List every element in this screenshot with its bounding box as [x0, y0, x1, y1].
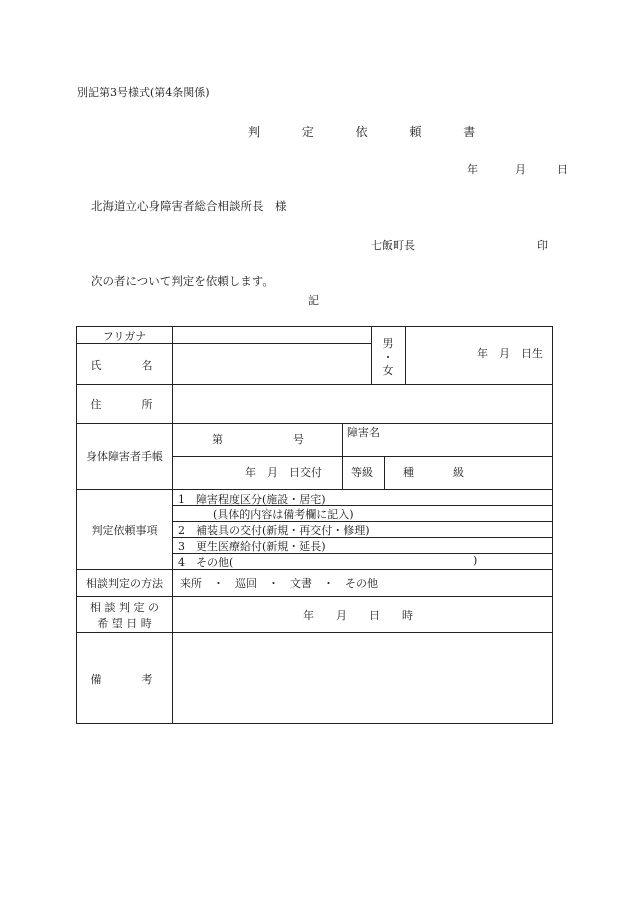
handbook-go: 号	[293, 433, 304, 446]
form-number: 別記第3号様式(第4条関係)	[77, 86, 210, 99]
furigana-label: フリガナ	[102, 330, 147, 343]
sender: 七飯町長	[371, 239, 415, 252]
request-table	[76, 326, 553, 724]
handbook-divider	[342, 423, 343, 456]
handbook-dai: 第	[212, 433, 223, 446]
sex-male: 男	[382, 337, 394, 350]
address-label: 住 所	[90, 398, 159, 411]
request-item-4: 4 その他(	[178, 556, 234, 569]
request-item-1: 1 障害程度区分(施設・居宅)	[178, 493, 326, 506]
label-column-divider	[172, 327, 173, 724]
request-item-1-note: (具体的内容は備考欄に記入)	[213, 508, 354, 521]
intro-text: 次の者について判定を依頼します。	[91, 274, 274, 288]
kyu-label: 級	[453, 466, 464, 479]
address-row-bottom	[77, 423, 553, 424]
desired-label-line1: 相 談 判 定 の	[90, 601, 159, 614]
addressee: 北海道立心身障害者総合相談所長 様	[91, 199, 287, 213]
handbook-row-bottom	[77, 489, 553, 490]
sex-female: 女	[382, 364, 394, 377]
method-options: 来所 ・ 巡回 ・ 文書 ・ その他	[180, 577, 378, 590]
handbook-mid-line	[172, 456, 553, 457]
request-item-4-close: )	[473, 554, 478, 567]
request-date	[467, 161, 568, 177]
desired-datetime: 年 月 日 時	[303, 609, 413, 622]
date-day: 日	[557, 163, 568, 176]
request-item-3: 3 更生医療給付(新規・延長)	[178, 540, 326, 553]
birth-date: 年 月 日生	[477, 347, 543, 360]
desired-row-bottom	[77, 632, 553, 633]
handbook-label: 身体障害者手帳	[86, 450, 163, 463]
request-item-2: 2 補装具の交付(新規・再交付・修理)	[178, 524, 370, 537]
document-title: 判 定 依 頼 書	[248, 125, 495, 139]
name-row-bottom	[77, 384, 553, 385]
sex-right-divider	[405, 327, 406, 384]
request-label: 判定依頼事項	[91, 524, 158, 537]
seal-mark: 印	[537, 239, 548, 252]
ki-heading: 記	[308, 294, 319, 307]
grade-label: 等級	[351, 466, 373, 479]
method-label: 相談判定の方法	[86, 577, 163, 590]
grade-divider	[384, 456, 385, 489]
sex-dot: ・	[382, 351, 394, 364]
kind-label: 種	[403, 466, 414, 479]
request-row-bottom	[77, 569, 553, 570]
name-label: 氏 名	[90, 359, 159, 372]
issued-divider	[342, 456, 343, 489]
remarks-label: 備 考	[90, 673, 159, 686]
date-year: 年	[467, 163, 478, 176]
desired-label-line2: 希 望 日 時	[97, 617, 152, 630]
disability-name-label: 障害名	[347, 426, 380, 439]
date-month: 月	[515, 163, 526, 176]
method-row-bottom	[77, 596, 553, 597]
handbook-issued: 年 月 日交付	[245, 466, 322, 479]
